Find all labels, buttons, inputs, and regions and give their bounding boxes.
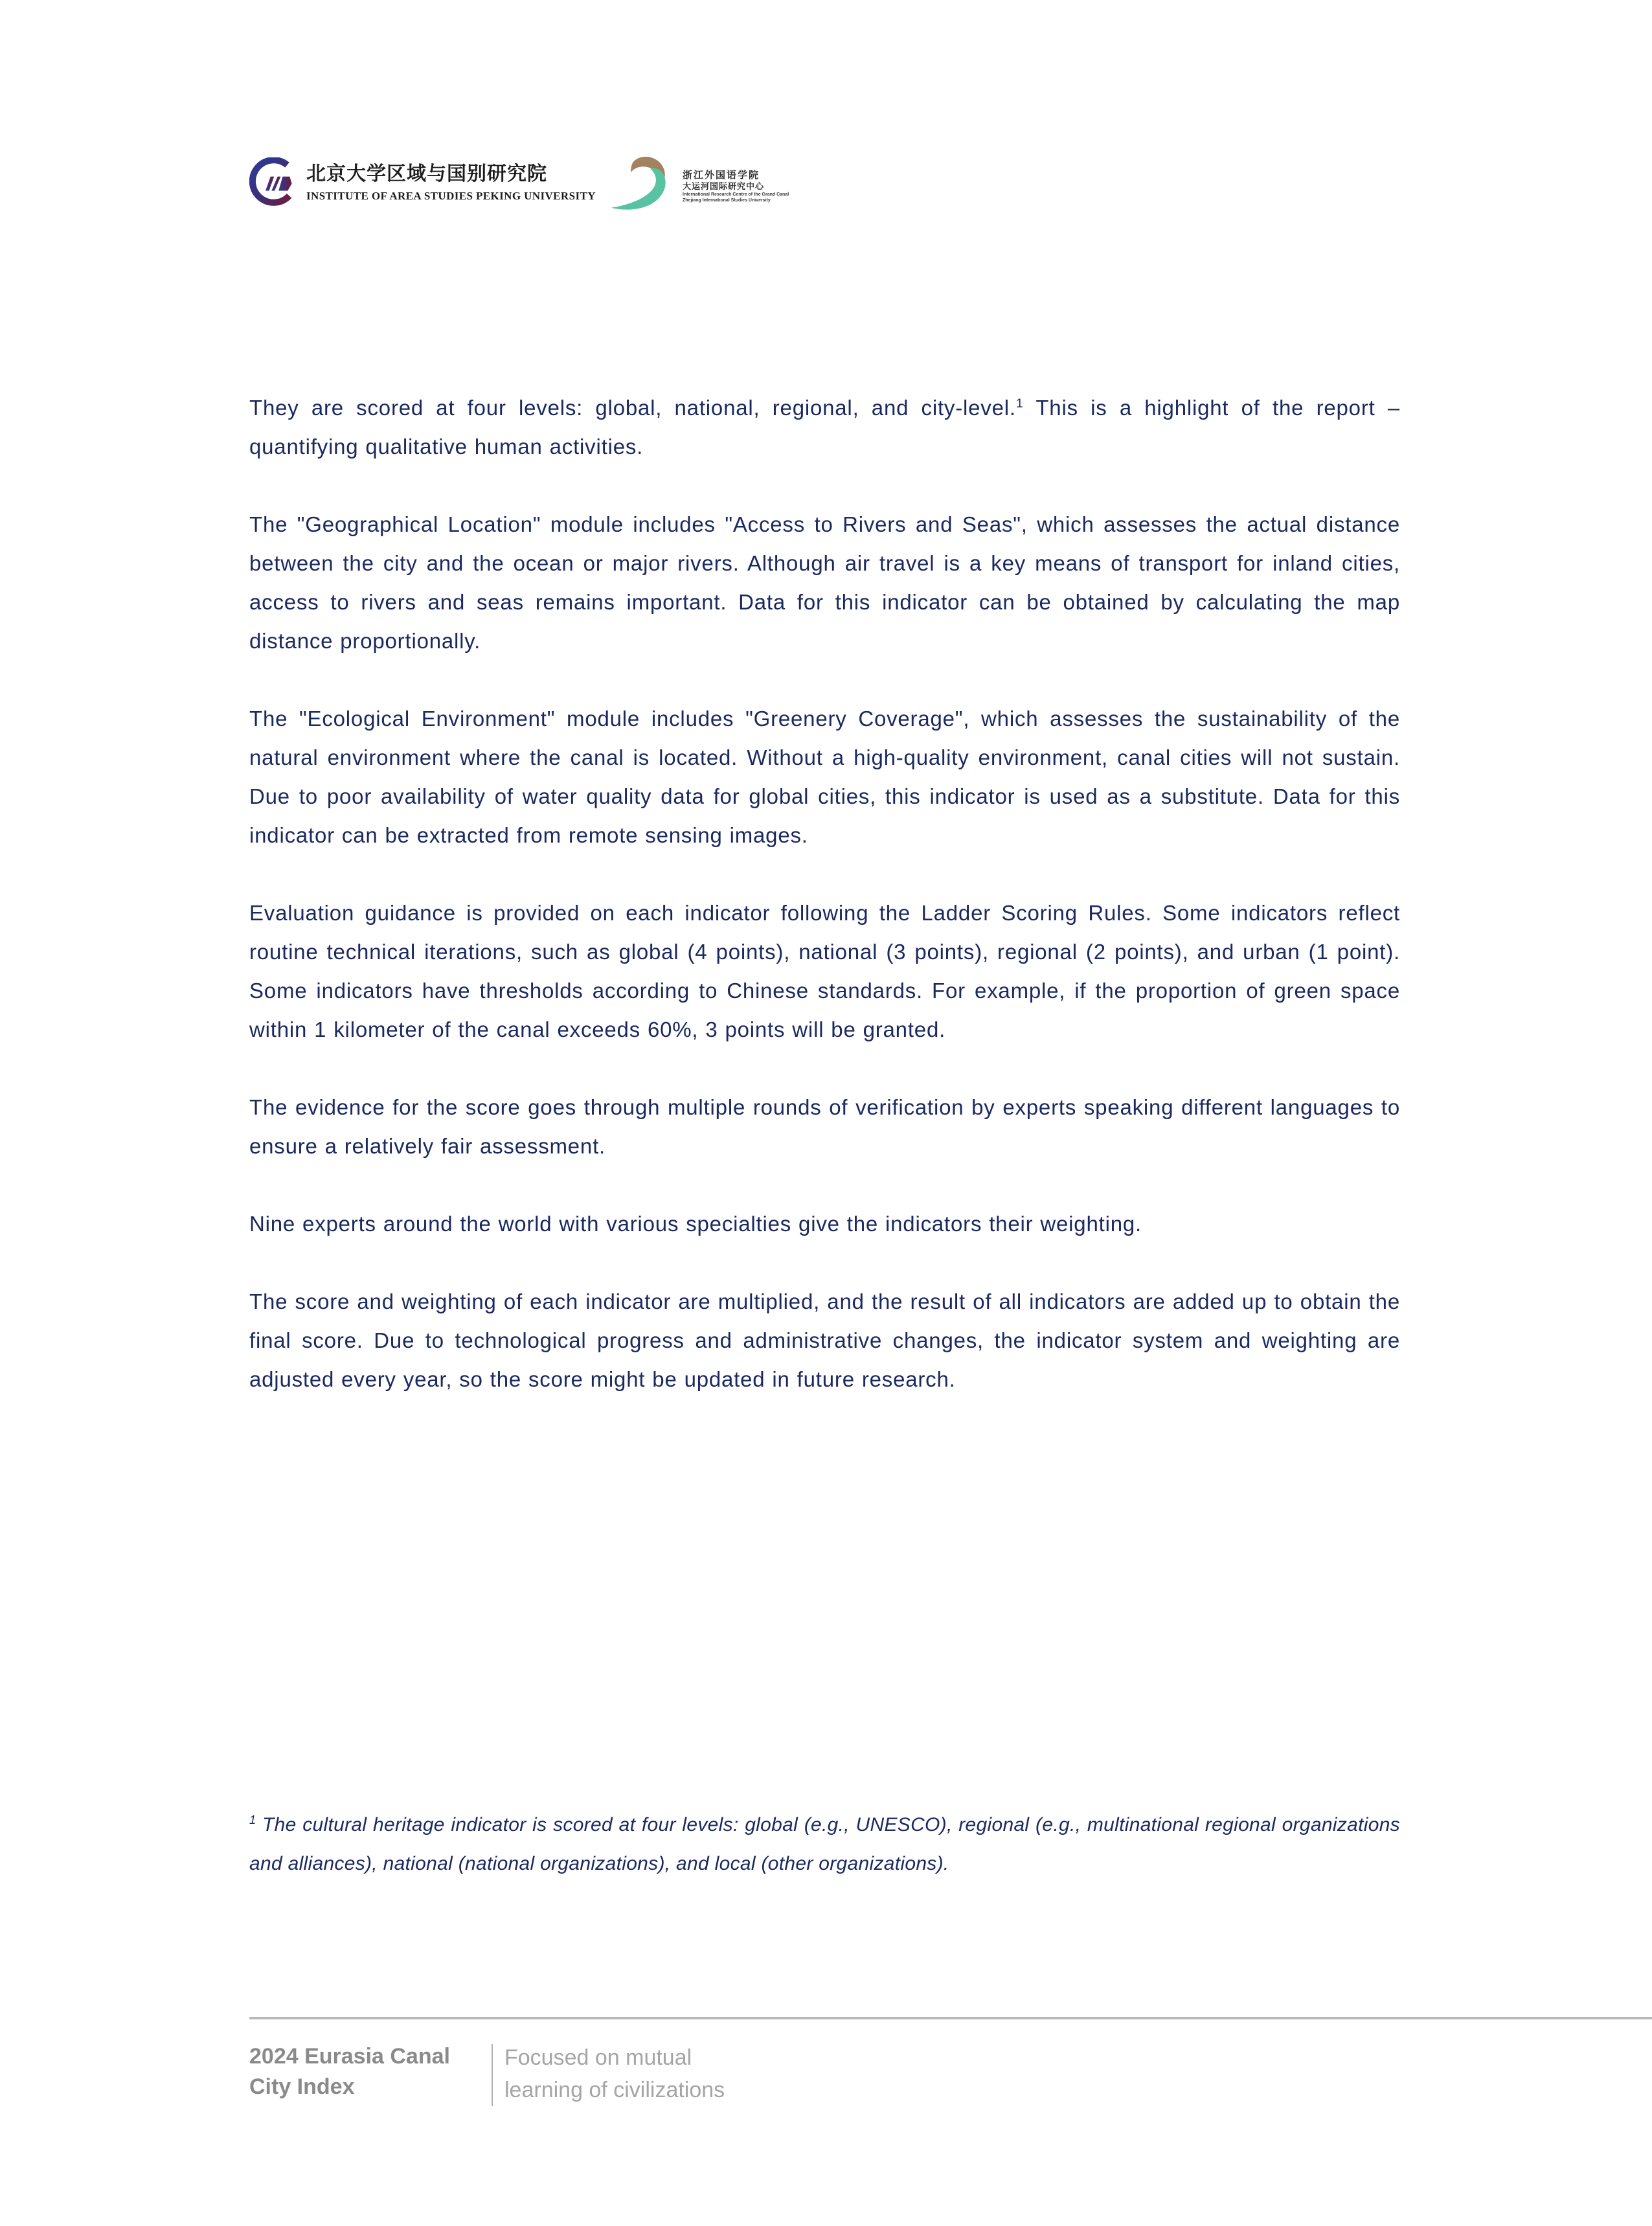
pku-crescent-monogram-icon (249, 157, 300, 211)
footnote (249, 1806, 1400, 1883)
footer-report-title-line2: City Index (249, 2074, 355, 2099)
paragraph-evaluation-guidance: Evaluation guidance is provided on each indicator following the Ladder Scoring Rules. Some indicators reflect routine technical iterations, such as global (4 points), national (3 points), regional (2 points), and urban (1 point). Some indicators have thresholds according to Chinese standards. For example, if the proportion of green space within 1 kilometer of the canal exceeds 60%, 3 points will be granted. (249, 901, 1400, 1041)
paragraph-text: This is a highlight of the report – quantifying qualitative human activities. (249, 396, 1400, 459)
paragraph-scoring-levels (249, 389, 1400, 466)
canal-logo-en-line2: Zhejiang International Studies University (683, 198, 771, 203)
paragraph-evidence-verification: The evidence for the score goes through multiple rounds of verification by experts speaking different languages to ensure a relatively fair assessment. (249, 1095, 1400, 1158)
paragraph-ecological-environment: The "Ecological Environment" module includes "Greenery Coverage", which assesses the sustainability of the natural environment where the canal is located. Without a high-quality environment, canal cities will not sustain. Due to poor availability of water quality data for global cities, this indicator is used as a substitute. Data for this indicator can be extracted from remote sensing images. (249, 707, 1400, 847)
pku-institute-logo (249, 157, 596, 211)
page-footer (249, 2041, 725, 2106)
canal-centre-logo (607, 154, 819, 218)
footer-divider-rule (249, 2017, 1652, 2019)
footer-report-title-line1: 2024 Eurasia Canal (249, 2044, 450, 2069)
paragraph-score-weighting: The score and weighting of each indicator are multiplied, and the result of all indicators are added up to obtain the final score. Due to technological progress and administrative changes, the indicator system and weighting are adjusted every year, so the score might be updated in future research. (249, 1289, 1400, 1391)
canal-swirl-icon (607, 154, 675, 218)
paragraph-geographical-location: The "Geographical Location" module includes "Access to Rivers and Seas", which assesses the actual distance between the city and the ocean or major rivers. Although air travel is a key means of transport for inland cities, access to rivers and seas remains important. Data for this indicator can be obtained by calculating the map distance proportionally. (249, 512, 1400, 653)
footnote-number: 1 (249, 1813, 256, 1826)
canal-logo-title-cn: 浙江外国语学院 (683, 170, 760, 181)
pku-logo-title-cn: 北京大学区域与国别研究院 (306, 163, 547, 185)
paragraph-text: They are scored at four levels: global, national, regional, and city-level. (249, 396, 1016, 420)
pku-logo-subtitle-en: INSTITUTE OF AREA STUDIES PEKING UNIVERSITY (306, 190, 596, 202)
footnote-text: The cultural heritage indicator is scored at four levels: global (e.g., UNESCO), regional (e.g., multinational regional organizations and alliances), national (national organizations), and local (other organizations). (249, 1814, 1400, 1874)
canal-logo-subtitle-cn: 大运河国际研究中心 (683, 181, 765, 191)
footer-slogan-line2: learning of civilizations (504, 2078, 725, 2102)
paragraph-nine-experts: Nine experts around the world with various specialties give the indicators their weighting. (249, 1212, 1142, 1236)
canal-logo-text (683, 154, 819, 203)
footer-slogan (504, 2041, 725, 2106)
footer-vertical-divider (492, 2044, 493, 2106)
canal-logo-en-line1: International Research Centre of the Grand Canal (683, 192, 789, 197)
article-body (249, 389, 1400, 1399)
footer-report-title (249, 2041, 492, 2102)
footnote-reference-superscript: 1 (1015, 396, 1024, 411)
pku-logo-text (306, 157, 596, 203)
footer-slogan-line1: Focused on mutual (504, 2045, 692, 2070)
